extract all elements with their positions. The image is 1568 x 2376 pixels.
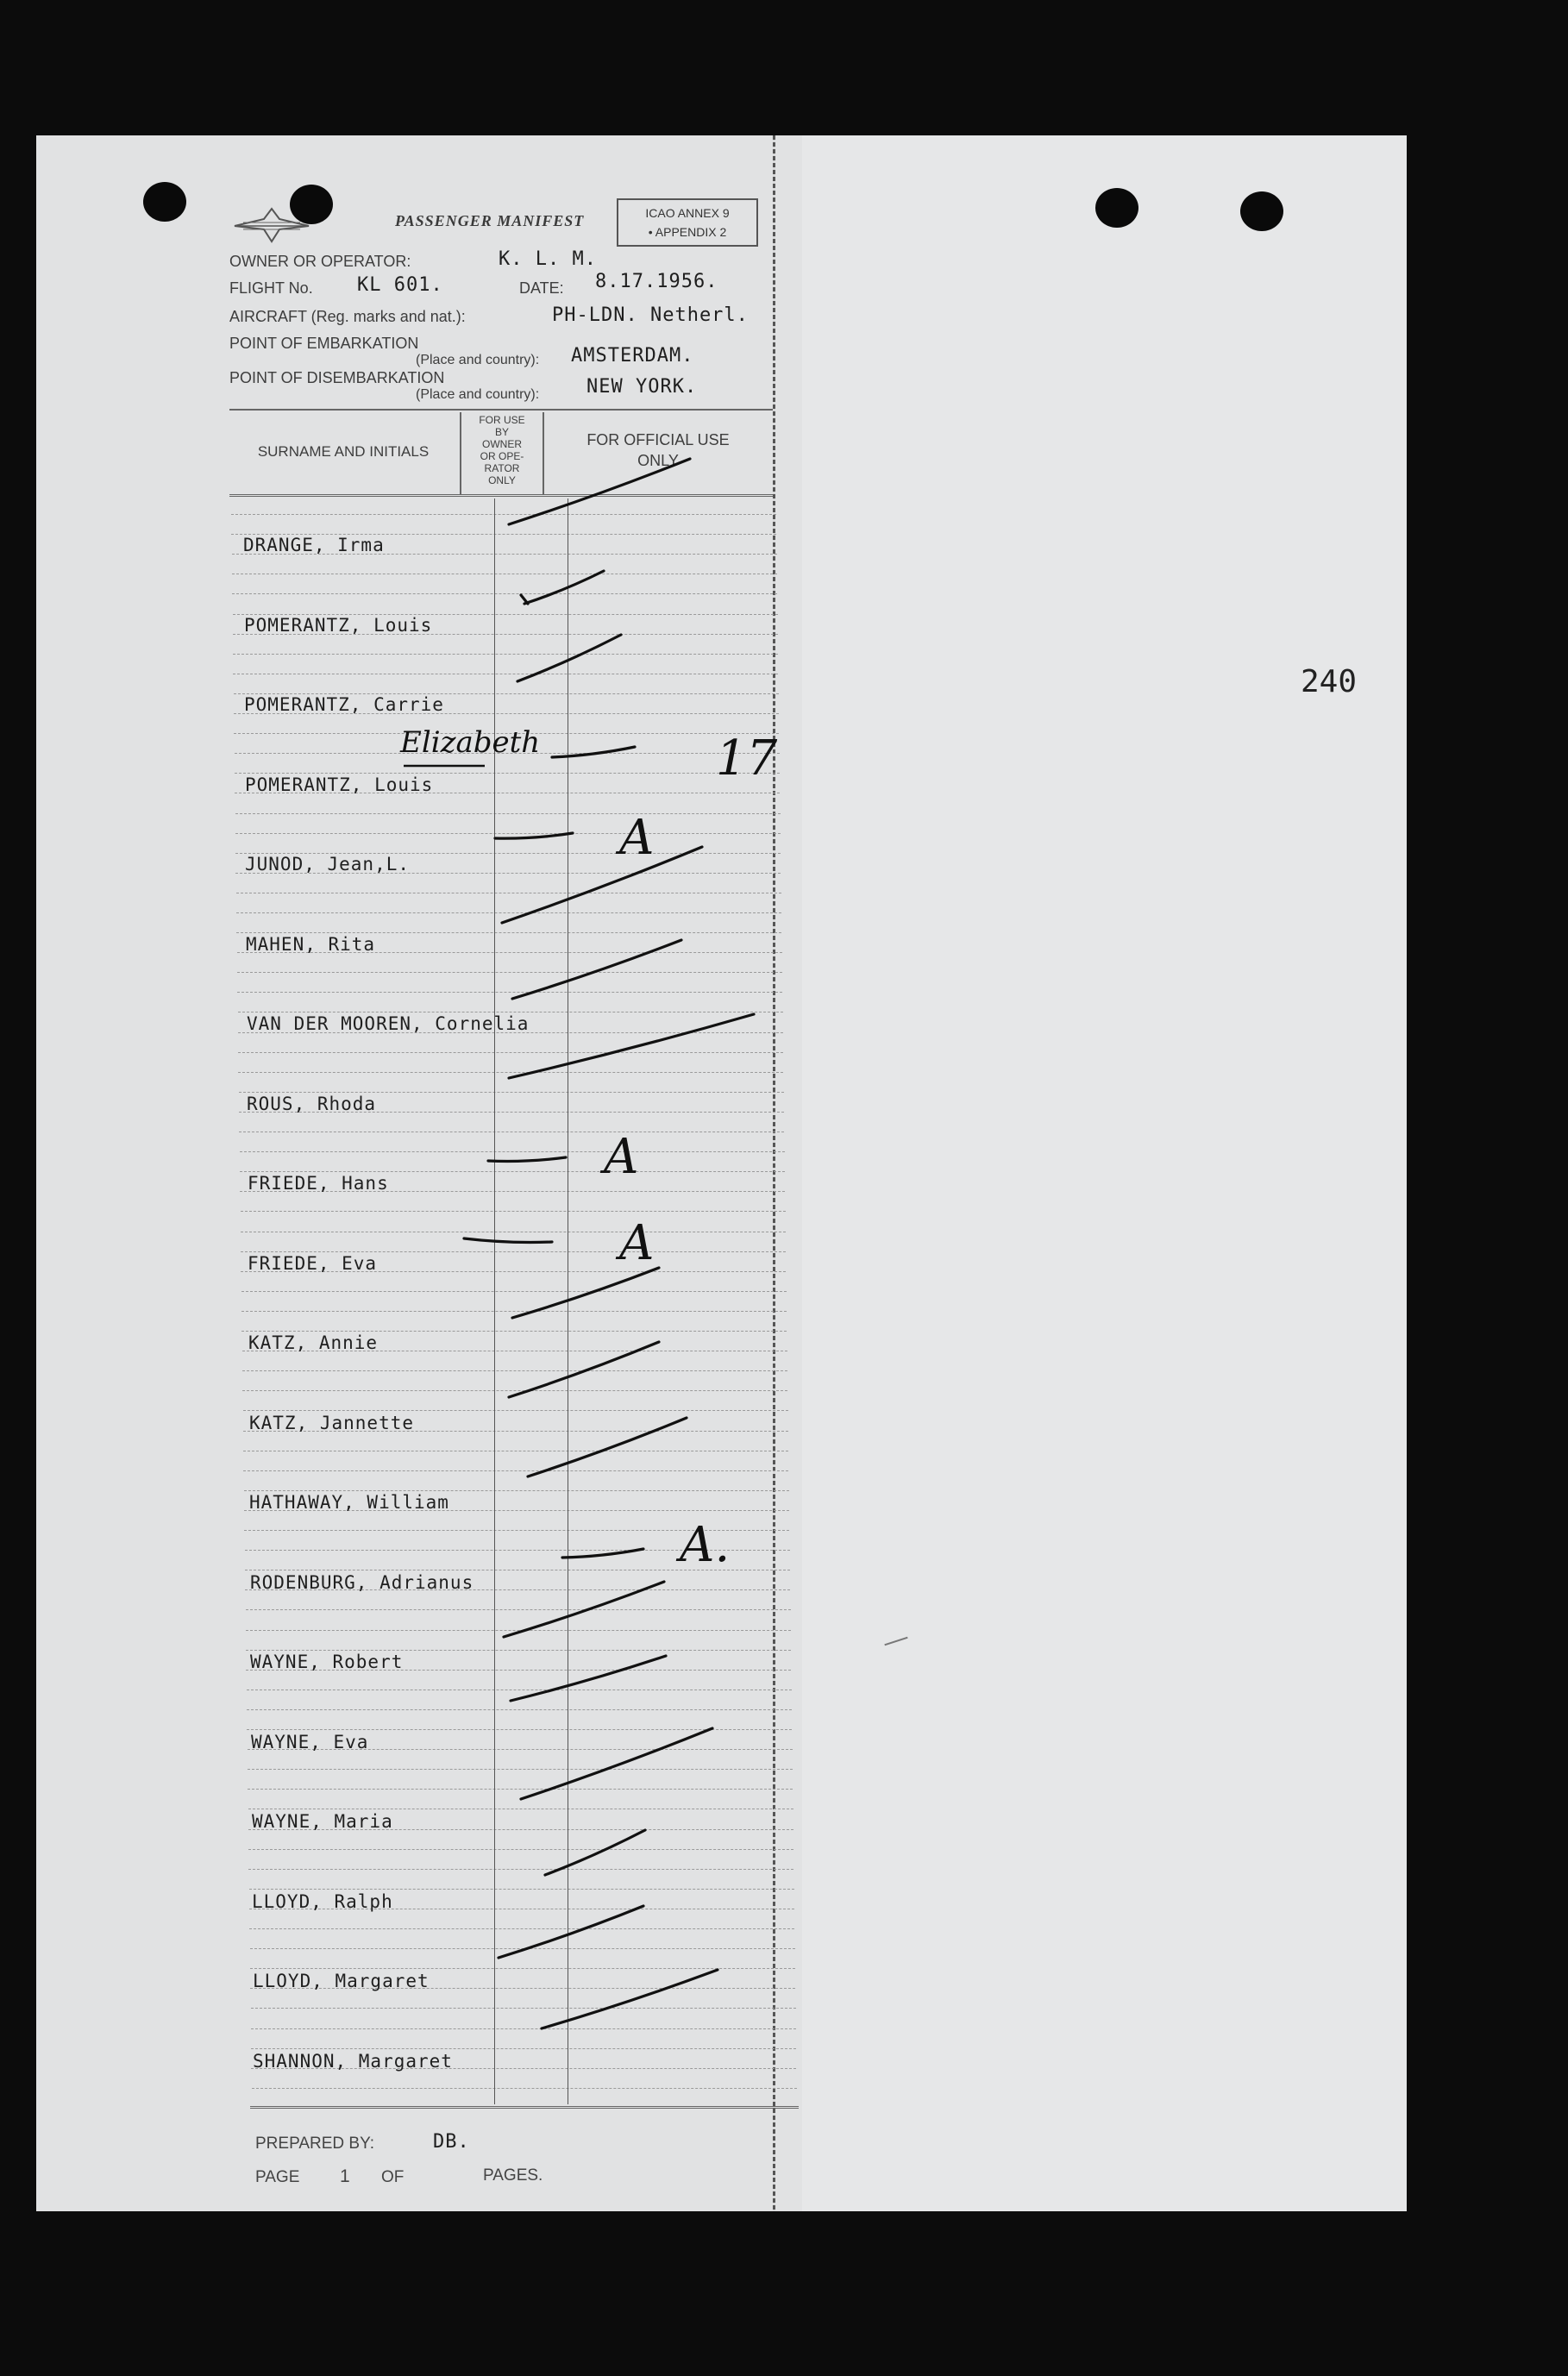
table-ruling — [251, 2048, 796, 2049]
table-ruling — [241, 1291, 787, 1292]
table-ruling — [252, 2088, 797, 2089]
passenger-name: MAHEN, Rita — [246, 934, 376, 955]
passenger-name: POMERANTZ, Louis — [244, 615, 433, 636]
table-ruling — [244, 1490, 789, 1491]
airline-logo-icon — [233, 204, 310, 247]
table-ruling — [246, 1630, 791, 1631]
table-ruling — [248, 1849, 793, 1850]
disembarkation-value: NEW YORK. — [586, 376, 698, 398]
passenger-name: KATZ, Annie — [248, 1332, 379, 1353]
table-ruling — [248, 1769, 793, 1770]
passenger-name: FRIEDE, Hans — [248, 1173, 389, 1194]
flight-value: KL 601. — [357, 274, 443, 296]
passenger-name: FRIEDE, Eva — [248, 1253, 378, 1274]
table-ruling — [241, 1331, 787, 1332]
header-bottom-rule — [229, 494, 773, 497]
table-ruling — [250, 1968, 795, 1969]
header-divider — [543, 412, 544, 495]
owner-value: K. L. M. — [499, 248, 597, 270]
table-ruling — [240, 1171, 785, 1172]
official-mark: 17 — [716, 730, 778, 787]
table-ruling — [249, 1889, 794, 1890]
table-bottom-rule — [250, 2106, 799, 2109]
passenger-name: POMERANTZ, Carrie — [244, 694, 444, 715]
of-label: OF — [381, 2168, 405, 2186]
prepared-by-label: PREPARED BY: — [255, 2135, 374, 2153]
passenger-name: DRANGE, Irma — [243, 535, 385, 555]
table-ruling — [241, 1211, 786, 1212]
operator-column-divider — [494, 498, 495, 2104]
table-ruling — [238, 1072, 783, 1073]
table-ruling — [246, 1650, 791, 1651]
official-mark: A — [604, 1129, 639, 1185]
table-ruling — [232, 593, 777, 594]
pages-label: PAGES. — [483, 2166, 543, 2185]
table-ruling — [248, 1789, 793, 1790]
table-ruling — [237, 992, 782, 993]
passenger-name: RODENBURG, Adrianus — [250, 1572, 474, 1593]
table-ruling — [243, 1470, 788, 1471]
table-ruling — [244, 1530, 789, 1531]
passenger-name: LLOYD, Margaret — [253, 1971, 430, 1991]
passenger-name: JUNOD, Jean,L. — [245, 854, 411, 875]
table-ruling — [241, 1311, 787, 1312]
page-value: 1 — [340, 2166, 350, 2186]
page-fold-line — [773, 135, 775, 2211]
table-ruling — [242, 1370, 787, 1371]
passenger-name: HATHAWAY, William — [249, 1492, 449, 1513]
page-label: PAGE — [255, 2168, 300, 2186]
official-mark: A — [619, 1215, 655, 1271]
date-value: 8.17.1956. — [595, 271, 718, 292]
blank-half-page — [802, 135, 1406, 2211]
punch-hole — [1095, 188, 1138, 228]
disembarkation-sub-label: (Place and country): — [416, 387, 540, 402]
table-ruling — [231, 514, 776, 515]
table-ruling — [240, 1151, 785, 1152]
header-top-rule — [229, 409, 773, 411]
table-ruling — [237, 972, 782, 973]
table-ruling — [247, 1729, 792, 1730]
aircraft-label: AIRCRAFT (Reg. marks and nat.): — [229, 308, 466, 325]
official-column-header: FOR OFFICIAL USE ONLY — [586, 431, 730, 469]
archive-page-number: 240 — [1301, 664, 1358, 699]
table-ruling — [247, 1709, 792, 1710]
table-ruling — [251, 2008, 796, 2009]
icao-annex: ICAO ANNEX 9 — [645, 206, 730, 220]
official-mark: A. — [680, 1517, 731, 1573]
passenger-name: LLOYD, Ralph — [252, 1891, 393, 1912]
passenger-name: WAYNE, Eva — [251, 1732, 369, 1752]
operator-column-header: FOR USE BY OWNER OR OPE- RATOR ONLY — [479, 414, 525, 486]
table-ruling — [236, 932, 781, 933]
table-ruling — [249, 1928, 794, 1929]
embarkation-label: POINT OF EMBARKATION — [229, 335, 419, 352]
passenger-name: KATZ, Jannette — [249, 1413, 415, 1433]
punch-hole — [143, 182, 186, 222]
form-title: PASSENGER MANIFEST — [395, 212, 585, 229]
passenger-name: VAN DER MOOREN, Cornelia — [247, 1013, 530, 1034]
official-mark: A — [619, 810, 655, 866]
table-ruling — [243, 1410, 788, 1411]
table-ruling — [234, 733, 779, 734]
embarkation-sub-label: (Place and country): — [416, 353, 540, 367]
table-ruling — [245, 1550, 790, 1551]
table-ruling — [235, 753, 780, 754]
handwritten-correction: Elizabeth — [400, 725, 541, 760]
header-divider — [460, 412, 461, 495]
date-label: DATE: — [519, 279, 564, 297]
table-ruling — [250, 1948, 795, 1949]
embarkation-value: AMSTERDAM. — [571, 345, 694, 367]
table-ruling — [235, 773, 780, 774]
disembarkation-label: POINT OF DISEMBARKATION — [229, 369, 445, 386]
surname-column-header: SURNAME AND INITIALS — [257, 443, 430, 460]
table-ruling — [241, 1251, 786, 1252]
icao-appendix: • APPENDIX 2 — [648, 225, 727, 239]
table-ruling — [235, 813, 781, 814]
punch-hole — [1240, 191, 1283, 231]
passenger-name: WAYNE, Robert — [250, 1652, 404, 1672]
table-ruling — [251, 2028, 796, 2029]
icao-reference-box — [617, 198, 758, 247]
owner-label: OWNER OR OPERATOR: — [229, 253, 411, 270]
passenger-name: ROUS, Rhoda — [247, 1094, 377, 1114]
aircraft-value: PH-LDN. Netherl. — [552, 304, 749, 326]
table-ruling — [239, 1092, 784, 1093]
table-ruling — [248, 1869, 793, 1870]
prepared-by-value: DB. — [433, 2131, 470, 2153]
table-ruling — [235, 833, 781, 834]
flight-label: FLIGHT No. — [229, 279, 313, 297]
passenger-name: SHANNON, Margaret — [253, 2051, 453, 2072]
table-ruling — [238, 1052, 783, 1053]
table-ruling — [236, 912, 781, 913]
passenger-name: WAYNE, Maria — [252, 1811, 393, 1832]
table-ruling — [242, 1390, 787, 1391]
passenger-name: POMERANTZ, Louis — [245, 774, 434, 795]
table-ruling — [246, 1609, 791, 1610]
table-ruling — [233, 654, 778, 655]
